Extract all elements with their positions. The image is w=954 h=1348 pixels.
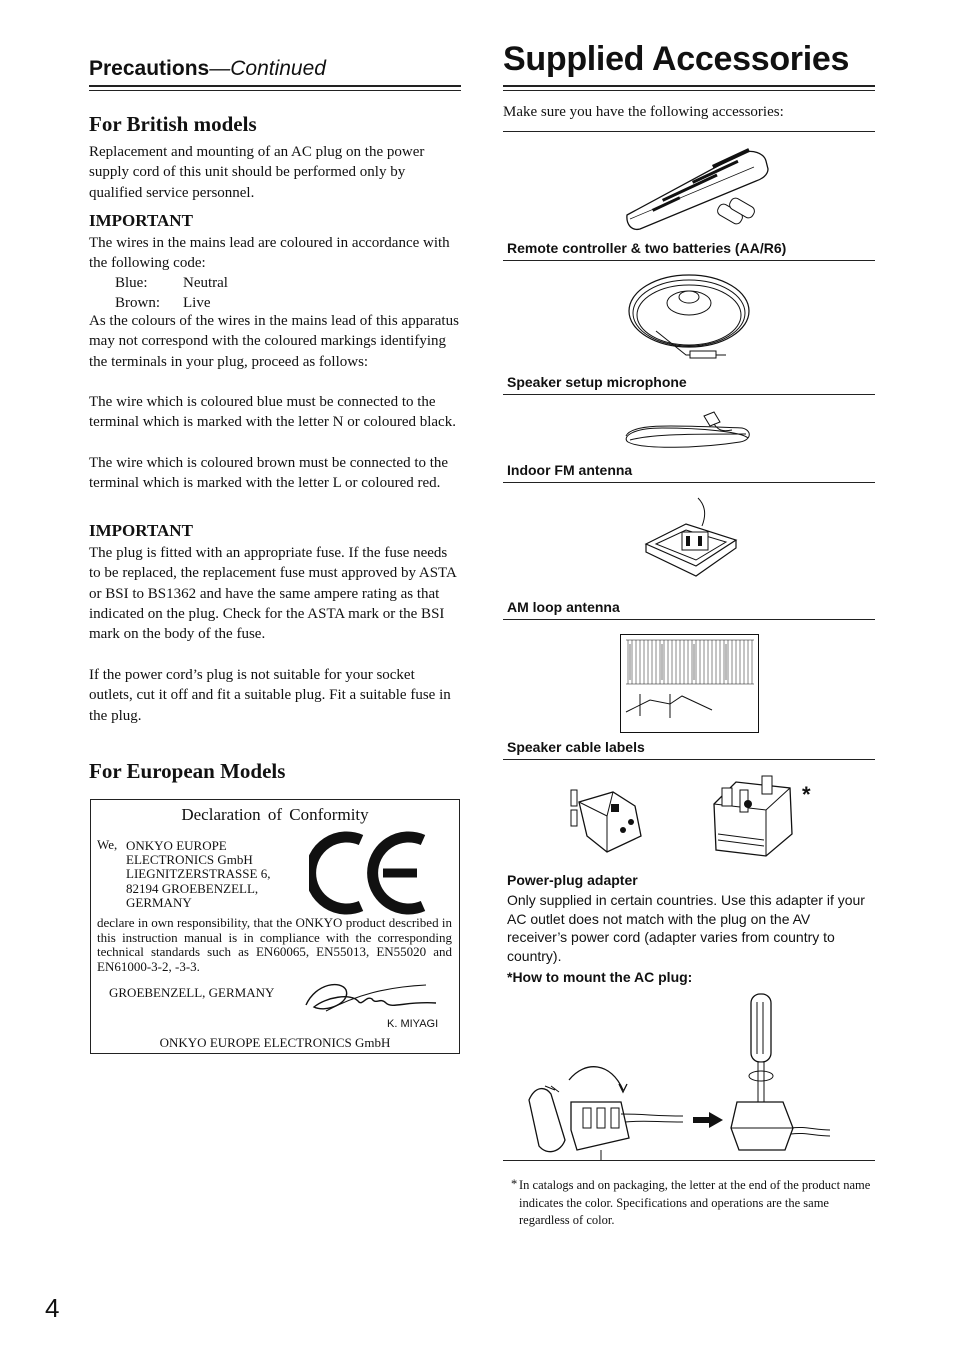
item-label-am-antenna: AM loop antenna (507, 599, 620, 615)
page-number: 4 (45, 1293, 60, 1323)
adapter-asterisk: * (802, 782, 811, 807)
address-line: ONKYO EUROPE (126, 838, 227, 853)
important-text-2: The plug is fitted with an appropriate fuse. If the fuse needs to be replaced, the replacement fuse must approved by ASTA or BSI to BS1362 and have the same ampere rating as that indicated on the plug. Check for the ASTA mark or the BSI mark on the body of the fuse. (89, 545, 457, 643)
accessories-intro: Make sure you have the following accessories: (503, 104, 784, 120)
footnote-text: In catalogs and on packaging, the letter at the end of the product name indicates the color. Specifications and operations are the same regardless of color. (519, 1178, 871, 1227)
divider (503, 482, 875, 483)
divider (503, 131, 875, 132)
british-heading: For British models (89, 112, 257, 136)
declaration-statement: declare in own responsibility, that the ONKYO product described in this instruction manual is in compliance with the corresponding technical standards such as EN60065, EN55013, EN55020 and EN61000-3-2, -3-3. (97, 915, 452, 974)
address-line: LIEGNITZERSTRASSE 6, (126, 866, 271, 882)
declaration-address (126, 839, 270, 910)
signature-icon (296, 975, 446, 1020)
code-meaning: Neutral (183, 275, 228, 291)
european-heading: For European Models (89, 759, 286, 783)
footnote-mark: * (511, 1177, 518, 1191)
item-label-fm-antenna: Indoor FM antenna (507, 462, 633, 478)
how-to-mount-label: *How to mount the AC plug: (507, 969, 693, 985)
page-title: Supplied Accessories (503, 40, 850, 78)
address-line: ELECTRONICS GmbH (126, 852, 253, 868)
remote-controller-icon (622, 145, 772, 233)
declaration-we: We, (97, 837, 118, 852)
code-meaning: Live (183, 295, 211, 312)
para-colours: As the colours of the wires in the mains lead of this apparatus may not correspond with the coloured markings identifying the terminals in your plug, proceed as follows: (89, 313, 459, 370)
am-loop-antenna-icon (636, 496, 746, 584)
item-label-cable-labels: Speaker cable labels (507, 739, 645, 755)
para-blue: The wire which is coloured blue must be connected to the terminal which is marked with the letter N or coloured black. (89, 394, 456, 431)
divider (503, 260, 875, 261)
important-label-1: IMPORTANT (89, 211, 193, 230)
code-color: Blue: (115, 275, 148, 291)
address-line: GERMANY (126, 894, 192, 910)
divider (503, 394, 875, 395)
section-header-sub: —Continued (209, 57, 326, 80)
declaration-box (90, 799, 460, 1054)
divider (503, 1160, 875, 1161)
section-header (89, 56, 326, 82)
declaration-place: GROEBENZELL, GERMANY (109, 985, 275, 1000)
item-label-remote: Remote controller & two batteries (AA/R6) (507, 240, 787, 256)
important-label-2: IMPORTANT (89, 521, 193, 540)
divider (503, 619, 875, 620)
section-header-title: Precautions (89, 57, 210, 80)
title-rule-thick (503, 85, 875, 87)
signatory-name: K. MIYAGI (387, 1018, 439, 1030)
para-cut-plug: If the power cord’s plug is not suitable for your socket outlets, cut it off and fit a suitable plug. Fit a suitable fuse in the plug. (89, 667, 451, 724)
important-text-1: The wires in the mains lead are coloured in accordance with the following code: (89, 235, 450, 272)
setup-microphone-icon (626, 271, 752, 363)
fm-antenna-icon (622, 408, 756, 456)
title-rule-thin (503, 90, 875, 91)
address-line: 82194 GROEBENZELL, (126, 880, 259, 896)
declaration-title: Declaration of Conformity (181, 805, 369, 824)
ce-mark-icon (309, 828, 431, 918)
plug-adapter-icon (567, 786, 647, 856)
code-color: Brown: (115, 295, 160, 312)
item-label-microphone: Speaker setup microphone (507, 374, 687, 390)
color-code-row (115, 273, 415, 293)
para-brown: The wire which is coloured brown must be connected to the terminal which is marked with the letter L or coloured red. (89, 455, 449, 492)
speaker-cable-labels-icon (620, 634, 759, 733)
declaration-company: ONKYO EUROPE ELECTRONICS GmbH (159, 1035, 391, 1050)
uk-plug-adapter-icon (706, 774, 798, 860)
color-code-table (115, 273, 415, 314)
adapter-description: Only supplied in certain countries. Use this adapter if your AC outlet does not match with the plug on the AV receiver’s power cord (adapter varies from country to country). (507, 892, 865, 964)
divider (503, 759, 875, 760)
header-rule-thin (89, 90, 461, 91)
british-intro: Replacement and mounting of an AC plug on the power supply cord of this unit should be performed only by qualified service personnel. (89, 144, 425, 201)
header-rule-thick (89, 85, 461, 87)
mount-ac-plug-diagram (525, 990, 830, 1160)
adapter-label: Power-plug adapter (507, 872, 638, 888)
